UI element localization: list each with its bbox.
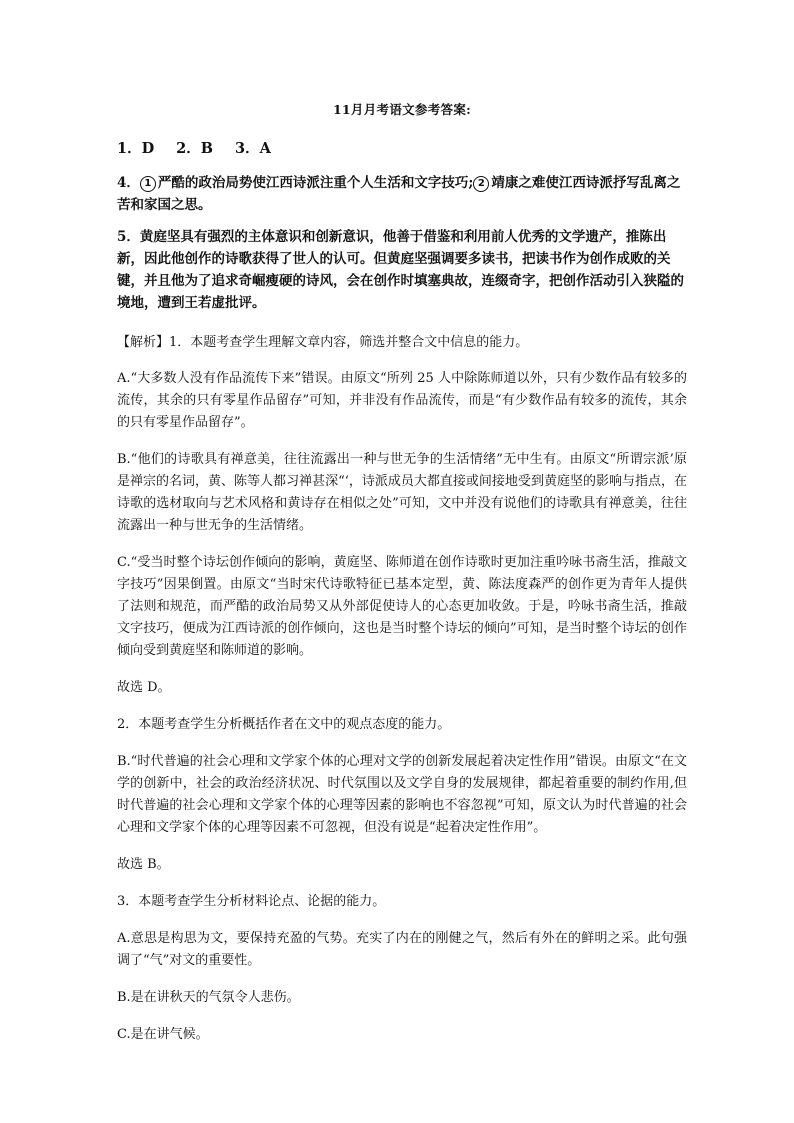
q1-option-b: B.“他们的诗歌具有禅意美，往往流露出一种与世无争的生活情绪”无中生有。由原文“所谓宗派’原是禅宗的名词，黄、陈等人都习禅甚深“‘，诗派成员大都直接或间接地受到黄庭坚的影响与指点，在诗歌的选材取向与艺术风格和黄诗存在相似之处”可知，文中并没有说他们的诗歌具有禅意美，往往流露出一种与世无争的生活情绪。 bbox=[117, 452, 687, 533]
answer-4-part-2: 靖康之难使江西诗派抒写乱离之苦和家国之思。 bbox=[117, 175, 681, 213]
answer-4 bbox=[117, 172, 687, 216]
q3-option-a: A.意思是构思为文，要保持充盈的气势。充实了内在的刚健之气，然后有外在的鲜明之采。此句强调了“气”对文的重要性。 bbox=[117, 931, 687, 968]
analysis-intro: 【解析】1．本题考查学生理解文章内容，筛选并整合文中信息的能力。 bbox=[117, 335, 529, 350]
answers-1-3 bbox=[117, 138, 687, 160]
q3-intro: 3．本题考查学生分析材料论点、论据的能力。 bbox=[117, 894, 386, 909]
answer-4-part-1: 严酷的政治局势使江西诗派注重个人生活和文字技巧; bbox=[157, 175, 474, 191]
q1-option-c: C.“受当时整个诗坛创作倾向的影响，黄庭坚、陈师道在创作诗歌时更加注重吟咏书斋生活，推敲文字技巧”因果倒置。由原文“当时宋代诗歌特征已基本定型，黄、陈法度森严的创作更为青年人提供了法则和规范，而严酷的政治局势又从外部促使诗人的心态更加收敛。于是，吟咏书斋生活，推敲文字技巧，便成为江西诗派的创作倾向，这也是当时整个诗坛的倾向”可知，是当时整个诗坛的创作倾向受到黄庭坚和陈师道的影响。 bbox=[117, 555, 687, 658]
answer-1: 1．D bbox=[117, 140, 155, 157]
q2-intro: 2．本题考查学生分析概括作者在文中的观点态度的能力。 bbox=[117, 717, 451, 732]
q1-choice: 故选 D。 bbox=[117, 680, 171, 695]
answer-5: 5．黄庭坚具有强烈的主体意识和创新意识，他善于借鉴和利用前人优秀的文学遗产，推陈出新，因此他创作的诗歌获得了世人的认可。但黄庭坚强调要多读书，把读书作为创作成败的关键，并且他为了追求奇崛瘦硬的诗风，会在创作时填塞典故，连缀奇字，把创作活动引入狭隘的境地，遭到王若虚批评。 bbox=[117, 229, 684, 311]
answer-document bbox=[117, 100, 687, 1060]
page-title: 11月月考语文参考答案: bbox=[332, 102, 472, 117]
answer-4-number: 4． bbox=[117, 175, 140, 191]
answer-3: 3．A bbox=[235, 140, 271, 157]
q3-option-c: C.是在讲气候。 bbox=[117, 1027, 209, 1042]
q3-option-b: B.是在讲秋天的气氛令人悲伤。 bbox=[117, 990, 300, 1005]
q1-option-a: A.“大多数人没有作品流传下来”错误。由原文“所列 25 人中除陈师道以外，只有少数作品有较多的流传，其余的只有零星作品留存”可知，并非没有作品流传，而是“有少数作品有较多的流传，其余的只有零星作品留存”。 bbox=[117, 371, 687, 430]
q2-option-b: B.“时代普遍的社会心理和文学家个体的心理对文学的创新发展起着决定性作用”错误。由原文“在文学的创新中，社会的政治经济状况、时代氛围以及文学自身的发展规律，都起着重要的制约作用,但时代普遍的社会心理和文学家个体的心理等因素的影响也不容忽视”可知，原文认为时代普遍的社会心理和文学家个体的心理等因素不可忽视，但没有说是“起着决定性作用”。 bbox=[117, 754, 687, 835]
answer-2: 2．B bbox=[176, 140, 214, 157]
circled-number-2: 2 bbox=[473, 176, 489, 192]
q2-choice: 故选 B。 bbox=[117, 857, 170, 872]
circled-number-1: 1 bbox=[140, 176, 156, 192]
